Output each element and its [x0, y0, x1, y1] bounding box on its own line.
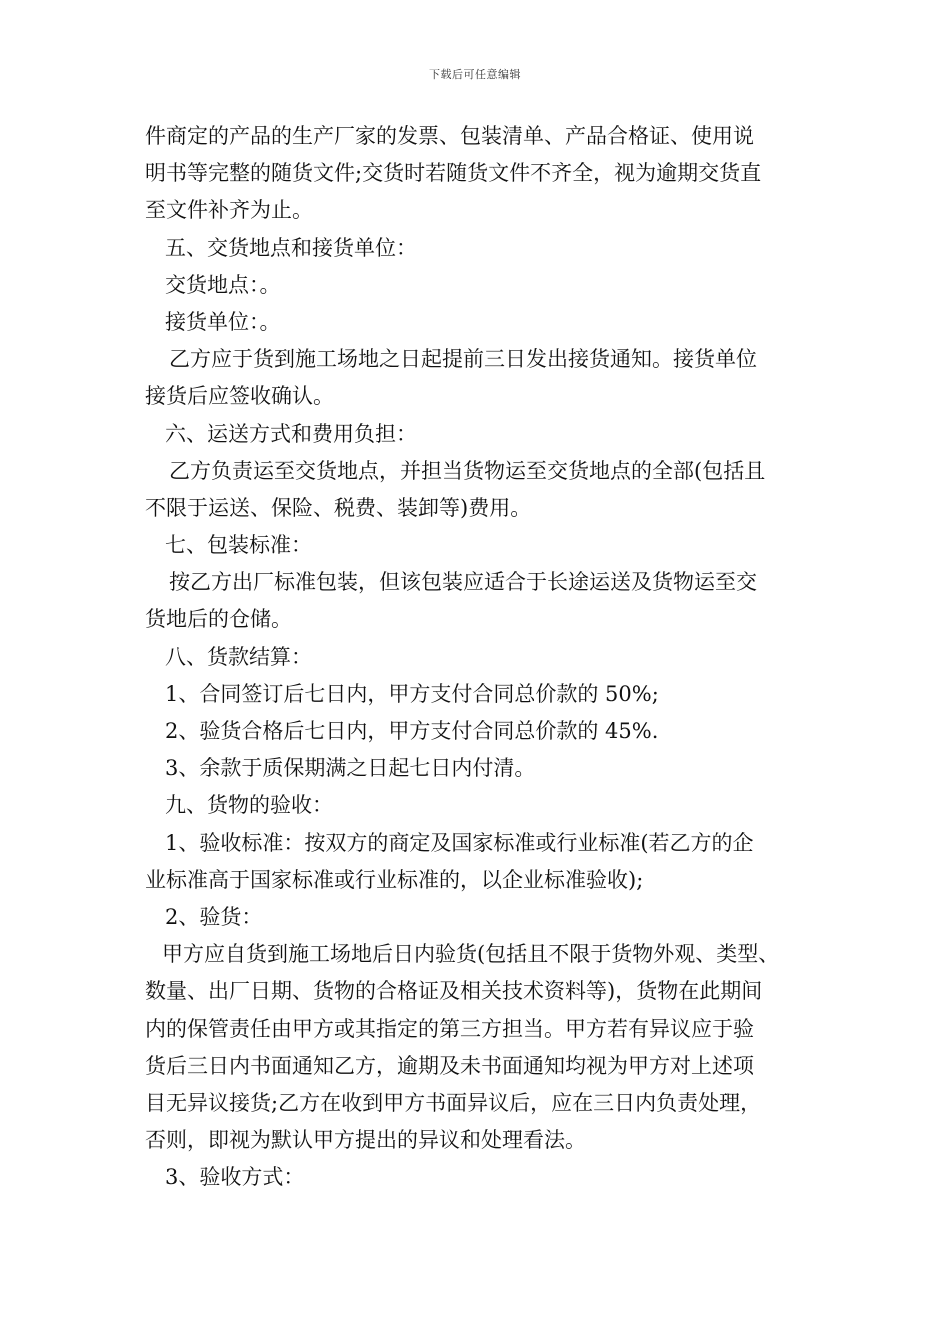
document-line: 否则，即视为默认甲方提出的异议和处理看法。 — [145, 1128, 586, 1153]
document-line: 货后三日内书面通知乙方，逾期及未书面通知均视为甲方对上述项 — [145, 1053, 754, 1078]
document-line: 1、验收标准：按双方的商定及国家标准或行业标准(若乙方的企 — [165, 830, 754, 855]
document-line: 至文件补齐为止。 — [145, 198, 313, 223]
document-line: 九、货物的验收： — [165, 793, 333, 818]
document-line: 乙方负责运至交货地点，并担当货物运至交货地点的全部(包括且 — [169, 458, 766, 483]
document-line: 2、验货： — [165, 904, 263, 929]
document-line: 内的保管责任由甲方或其指定的第三方担当。甲方若有异议应于验 — [145, 1016, 754, 1041]
document-body — [145, 118, 815, 1196]
document-line: 业标准高于国家标准或行业标准的，以企业标准验收); — [145, 867, 644, 892]
document-line: 接货单位：。 — [165, 309, 281, 334]
document-line: 接货后应签收确认。 — [145, 384, 334, 409]
document-line: 八、货款结算： — [165, 644, 312, 669]
document-line: 乙方应于货到施工场地之日起提前三日发出接货通知。接货单位 — [169, 347, 757, 372]
document-line: 货地后的仓储。 — [145, 607, 292, 632]
document-line: 六、运送方式和费用负担： — [165, 421, 417, 446]
document-line: 2、验货合格后七日内，甲方支付合同总价款的 45%. — [165, 719, 659, 743]
document-line: 交货地点：。 — [165, 272, 281, 297]
document-line: 数量、出厂日期、货物的合格证及相关技术资料等)，货物在此期间 — [145, 979, 763, 1004]
page-header: 下载后可任意编辑 — [429, 68, 521, 81]
document-line: 件商定的产品的生产厂家的发票、包装清单、产品合格证、使用说 — [145, 124, 754, 148]
document-line: 按乙方出厂标准包装，但该包装应适合于长途运送及货物运至交 — [169, 570, 757, 595]
document-line: 不限于运送、保险、税费、装卸等)费用。 — [145, 495, 532, 520]
document-line: 3、验收方式： — [165, 1165, 305, 1190]
document-line: 1、合同签订后七日内，甲方支付合同总价款的 50%; — [165, 681, 659, 706]
document-line: 目无异议接货;乙方在收到甲方书面异议后，应在三日内负责处理， — [145, 1090, 762, 1115]
document-line: 3、余款于质保期满之日起七日内付清。 — [165, 756, 536, 781]
document-line: 五、交货地点和接货单位： — [165, 235, 417, 260]
document-line: 七、包装标准： — [165, 533, 312, 558]
document-line: 甲方应自货到施工场地后日内验货(包括且不限于货物外观、类型、 — [162, 942, 780, 967]
document-line: 明书等完整的随货文件;交货时若随货文件不齐全，视为逾期交货直 — [145, 161, 762, 186]
